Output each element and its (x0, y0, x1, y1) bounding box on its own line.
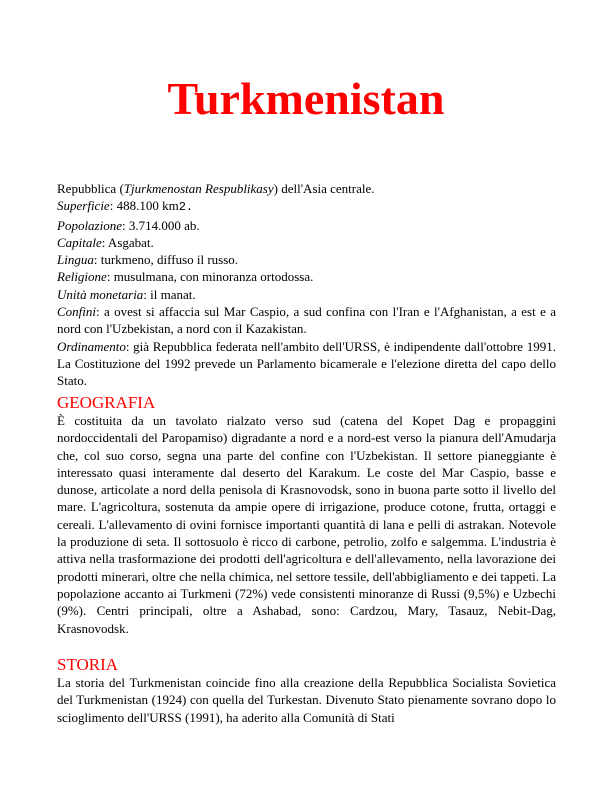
religione-line (57, 268, 556, 285)
superficie-value: : 488.100 km (109, 198, 179, 214)
religione-label: Religione (57, 269, 107, 285)
intro-line (57, 180, 556, 197)
lingua-line (57, 251, 556, 268)
popolazione-line (57, 217, 556, 234)
country-info-block (57, 180, 556, 390)
page-title: Turkmenistan (167, 73, 445, 124)
confini-value: : a ovest si affaccia sul Mar Caspio, a sud confina con l'Iran e l'Afghanistan, a est e a nord con l'Uzbekistan, a nord con il Kazakistan. (57, 304, 556, 337)
geografia-heading: GEOGRAFIA (57, 393, 156, 412)
native-name: Tjurkmenostan Respublikasy (123, 181, 274, 196)
confini-label: Confini (57, 304, 97, 320)
religione-value: : musulmana, con minoranza ortodossa. (106, 269, 314, 285)
popolazione-value: : 3.714.000 ab. (122, 217, 200, 233)
intro-suffix: ) dell'Asia centrale. (273, 181, 375, 196)
superficie-line (57, 197, 556, 216)
capitale-value: : Asgabat. (101, 234, 154, 250)
popolazione-label: Popolazione (57, 217, 122, 233)
moneta-label: Unità monetaria (57, 286, 144, 302)
ordinamento-label: Ordinamento (57, 338, 126, 354)
capitale-line (57, 234, 556, 251)
moneta-line (57, 286, 556, 303)
geografia-text: È costituita da un tavolato rialzato verso sud (catena del Kopet Dag e propaggini nordoccidentali del Paropamiso) digradante a nord e a nord-est verso la pianura dell'Amudarja che, col suo corso, segna una parte del confine con l'Uzbekistan. Il settore pianeggiante è interessato quasi interamente dal deserto del Karakum. Le coste del Mar Caspio, basse e dunose, articolate a nord della penisola di Krasnovodsk, sono in buona parte sotto il livello del mare. L'agricoltura, sostenuta da ampie opere di irrigazione, produce cotone, frutta, ortaggi e cereali. L'allevamento di ovini fornisce importanti quantità di lana e pelli di astrakan. Notevole la produzione di seta. Il sottosuolo è ricco di carbone, petrolio, zolfo e salgemma. L'industria è attiva nella trasformazione dei prodotti dell'agricoltura e dell'allevamento, nella lavorazione dei prodotti minerari, oltre che nella chimica, nel settore tessile, dell'abbigliamento e dei tappeti. La popolazione accanto ai Turkmeni (72%) vede consistenti minoranze di Russi (9,5%) e Uzbechi (9%). Centri principali, oltre a Ashabad, sono: Cardzou, Mary, Tasauz, Nebit-Dag, Krasnovodsk. (57, 413, 556, 636)
capitale-label: Capitale (57, 234, 102, 250)
superficie-label: Superficie (57, 198, 110, 214)
ordinamento-value: : già Repubblica federata nell'ambito dell'URSS, è indipendente dall'ottobre 1991. La Costituzione del 1992 prevede un Parlamento bicamerale e l'elezione diretta del capo dello Stato. (57, 338, 556, 389)
storia-heading: STORIA (57, 655, 119, 674)
intro-prefix: Repubblica ( (57, 181, 124, 196)
ordinamento-line (57, 338, 556, 390)
confini-line (57, 303, 556, 338)
lingua-value: : turkmeno, diffuso il russo. (93, 252, 239, 268)
moneta-value: : il manat. (143, 286, 196, 302)
storia-text: La storia del Turkmenistan coincide fino alla creazione della Repubblica Socialista Sovietica del Turkmenistan (1924) con quella del Turkestan. Divenuto Stato pienamente sovrano dopo lo scioglimento dell'URSS (1991), ha aderito alla Comunità di Stati (57, 675, 556, 725)
lingua-label: Lingua (57, 252, 94, 268)
superficie-unit: 2. (178, 200, 194, 215)
